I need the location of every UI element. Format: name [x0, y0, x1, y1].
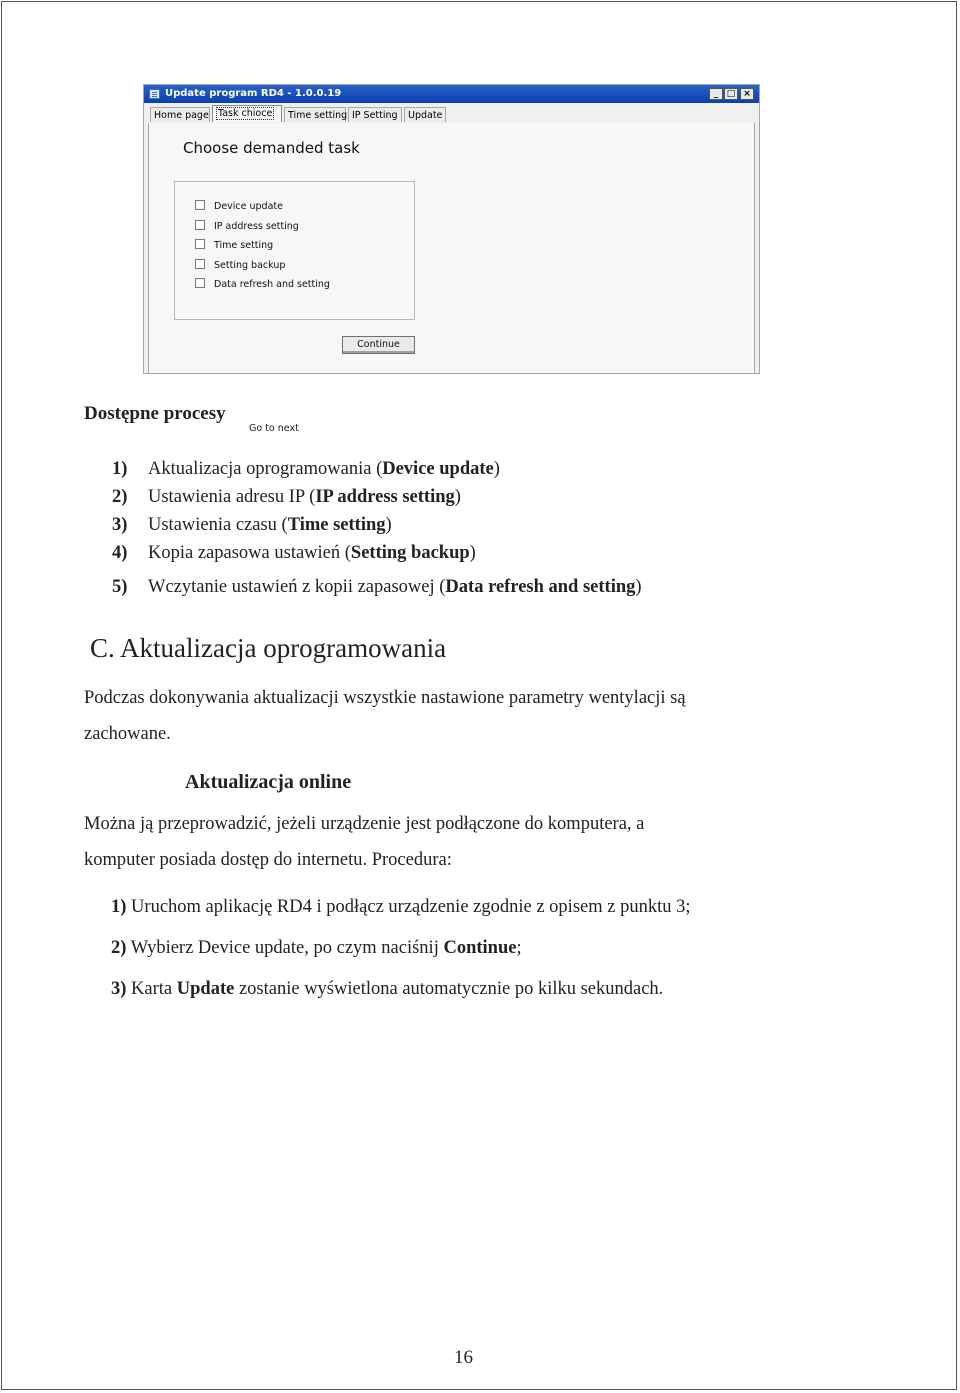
- go-to-next-label: Go to next: [249, 423, 299, 434]
- option-device-update[interactable]: Device update: [195, 200, 283, 212]
- continue-button[interactable]: Continue: [342, 336, 415, 354]
- checkbox-icon[interactable]: [195, 259, 205, 269]
- checkbox-icon[interactable]: [195, 239, 205, 249]
- online-update-heading: Aktualizacja online: [185, 771, 352, 793]
- procedure-step: 1) Uruchom aplikację RD4 i podłącz urządzenie zgodnie z opisem z punktu 3;: [111, 897, 691, 917]
- maximize-icon[interactable]: □: [724, 88, 738, 100]
- checkbox-icon[interactable]: [195, 220, 205, 230]
- task-options-group: [174, 181, 415, 320]
- procedure-step: 3) Karta Update zostanie wyświetlona automatycznie po kilku sekundach.: [111, 979, 664, 999]
- section-title: C. Aktualizacja oprogramowania: [90, 633, 447, 663]
- choose-task-heading: Choose demanded task: [183, 139, 360, 157]
- paragraph-line: komputer posiada dostęp do internetu. Procedura:: [84, 850, 452, 870]
- paragraph-line: zachowane.: [84, 724, 171, 744]
- tab-time-setting[interactable]: Time setting: [284, 107, 346, 122]
- option-time-setting[interactable]: Time setting: [195, 239, 273, 251]
- option-data-refresh[interactable]: Data refresh and setting: [195, 278, 330, 290]
- tab-task-choice[interactable]: Task chioce: [212, 105, 282, 122]
- window-titlebar: [144, 85, 759, 103]
- page-number: 16: [454, 1347, 473, 1368]
- checkbox-icon[interactable]: [195, 200, 205, 210]
- option-ip-address-setting[interactable]: IP address setting: [195, 220, 299, 232]
- paragraph-line: Podczas dokonywania aktualizacji wszystkie nastawione parametry wentylacji są: [84, 688, 686, 708]
- tab-ip-setting[interactable]: IP Setting: [348, 107, 402, 122]
- option-setting-backup[interactable]: Setting backup: [195, 259, 285, 271]
- tab-strip: [148, 105, 755, 124]
- close-icon[interactable]: ×: [740, 88, 754, 100]
- minimize-icon[interactable]: _: [709, 88, 723, 100]
- window-title: Update program RD4 - 1.0.0.19: [165, 88, 342, 99]
- available-processes-heading: Dostępne procesy: [84, 403, 226, 424]
- tab-home-page[interactable]: Home page: [150, 107, 210, 122]
- tab-update[interactable]: Update: [404, 107, 446, 122]
- paragraph-line: Można ją przeprowadzić, jeżeli urządzenie jest podłączone do komputera, a: [84, 814, 645, 834]
- checkbox-icon[interactable]: [195, 278, 205, 288]
- app-icon: [149, 89, 160, 99]
- procedure-step: 2) Wybierz Device update, po czym naciśnij Continue;: [111, 938, 522, 958]
